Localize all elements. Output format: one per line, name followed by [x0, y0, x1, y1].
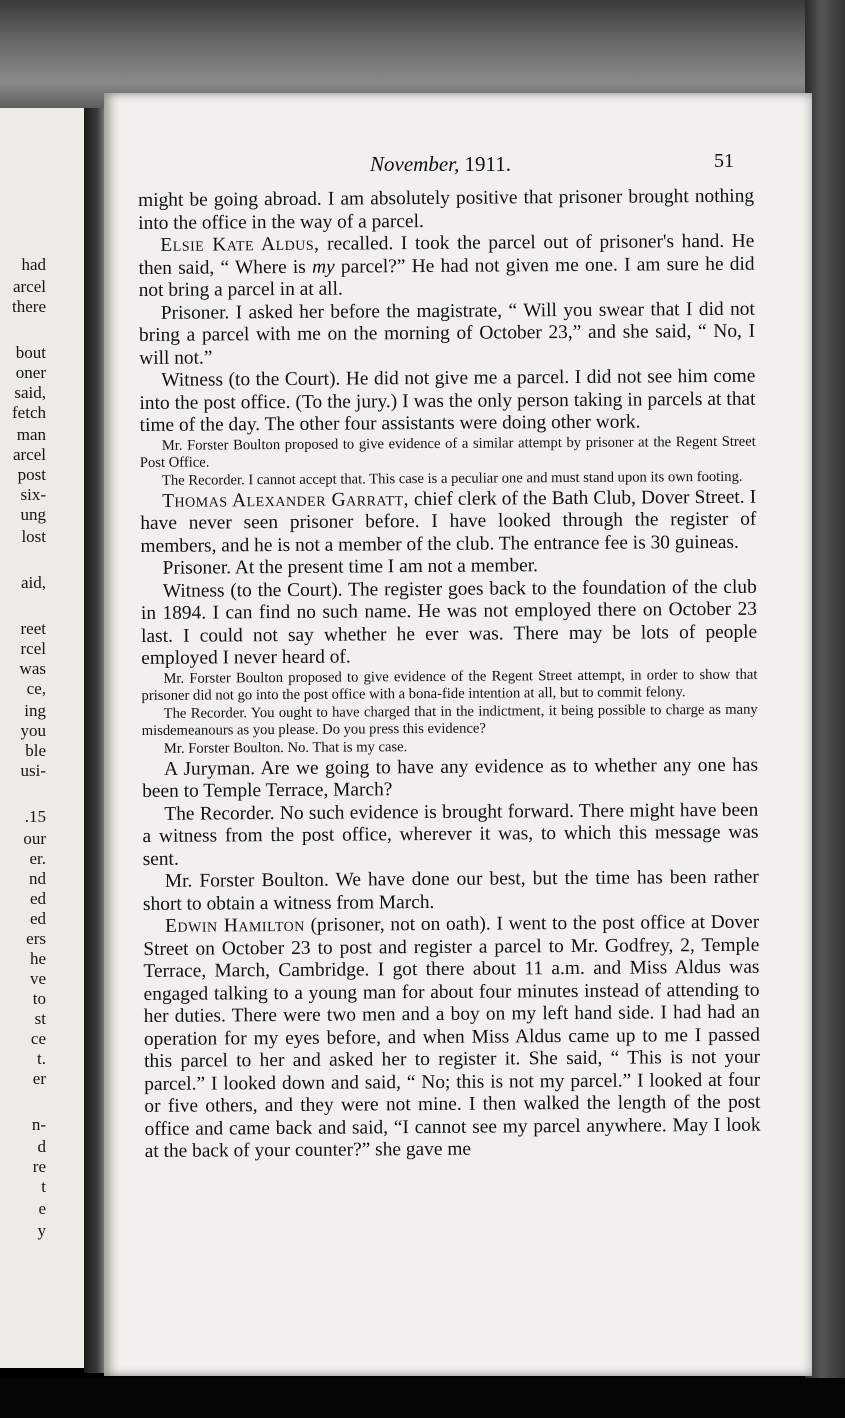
margin-fragment: t — [41, 1177, 46, 1196]
margin-fragment: arcel — [12, 445, 46, 464]
margin-fragment: our — [23, 829, 46, 848]
paragraph-text: A Juryman. Are we going to have any evidence as to whether any one has been to Temple Terrace, March? — [142, 754, 759, 802]
witness-name: Edwin Hamilton — [165, 914, 305, 937]
background-bottom — [0, 1378, 845, 1418]
margin-fragment: ble — [25, 741, 46, 760]
previous-page-edge — [0, 108, 84, 1368]
margin-fragment: six- — [20, 485, 46, 504]
margin-fragment: lost — [21, 527, 46, 546]
emphasis: my — [311, 256, 335, 278]
book-gutter — [84, 108, 106, 1373]
margin-fragment: ers — [26, 929, 46, 948]
margin-fragment: was — [19, 659, 46, 678]
running-head-year: 1911. — [464, 152, 511, 176]
page-header — [104, 150, 812, 180]
margin-fragment: n- — [31, 1115, 46, 1134]
note-paragraph — [141, 666, 757, 704]
margin-fragment: bout — [15, 343, 46, 362]
margin-fragment: fetch — [12, 403, 46, 422]
paragraph-text: parcel?” He had not given me one. I am sure he did not bring a parcel in at all. — [138, 253, 755, 301]
paragraph-text: Witness (to the Court). He did not give me a parcel. I did not see him come into the post office. (To the jury.) I was the only person taking in parcels at that time of the day. The other four assistants were doing other work. — [139, 365, 756, 436]
margin-fragment: ce, — [26, 679, 46, 698]
margin-fragment: he — [29, 949, 46, 968]
paragraph-text: Mr. Forster Boulton. We have done our best, but the time has been rather short to obtain a witness from March. — [142, 866, 759, 915]
paragraph-text: The Recorder. No such evidence is brought forward. There might have been a witness from the post office, wherever it was, to which this message was sent. — [142, 799, 759, 870]
margin-fragment: to — [32, 989, 46, 1008]
paragraph — [141, 576, 758, 670]
margin-fragment: re — [32, 1157, 46, 1176]
margin-fragment: er. — [29, 849, 46, 868]
witness-name: Thomas Alexander Garratt, — [162, 488, 409, 512]
paragraph-text: Mr. Forster Boulton. No. That is my case. — [163, 738, 408, 757]
margin-fragment: y — [37, 1221, 46, 1240]
margin-fragment: ce — [30, 1029, 46, 1048]
paragraph — [138, 186, 754, 235]
margin-fragment: nd — [29, 869, 46, 888]
margin-fragment: e — [38, 1199, 46, 1218]
paragraph — [138, 231, 754, 303]
margin-fragment: er — [32, 1069, 46, 1088]
margin-fragment: post — [17, 465, 46, 484]
body-text — [138, 186, 761, 1164]
paragraph-text: Prisoner. I asked her before the magistrate, “ Will you swear that I did not bring a parcel with me on the morning of October 23,” and she said, “ No, I will not.” — [138, 298, 756, 369]
paragraph-text: recalled. I took the parcel out of prisoner's hand. He then said, “ Where is — [138, 230, 755, 279]
page-number: 51 — [714, 150, 734, 172]
paragraph — [142, 799, 758, 871]
paragraph-text: The Recorder. I cannot accept that. This case is a peculiar one and must stand upon its own footing. — [161, 468, 743, 489]
margin-fragment: said, — [14, 383, 46, 402]
margin-fragment: you — [20, 721, 46, 740]
margin-fragment: rcel — [20, 639, 46, 658]
margin-fragment: st — [34, 1009, 46, 1028]
margin-fragment: aid, — [20, 573, 46, 592]
paragraph-text: Prisoner. At the present time I am not a member. — [162, 555, 539, 579]
paragraph — [143, 867, 759, 916]
note-paragraph — [142, 701, 758, 739]
paragraph-text: might be going abroad. I am absolutely positive that prisoner brought nothing into the office in the way of a parcel. — [138, 185, 755, 234]
paragraph — [139, 298, 755, 370]
paragraph-text: Mr. Forster Boulton proposed to give evidence of the Regent Street attempt, in order to show that prisoner did not go into the post office with a bona-fide intention at all, but to commit felony. — [141, 666, 758, 704]
margin-fragment: .15 — [24, 807, 46, 826]
margin-fragment: t. — [37, 1049, 46, 1068]
margin-fragment: ed — [29, 889, 46, 908]
margin-fragment: oner — [15, 363, 46, 382]
margin-fragment: reet — [20, 619, 46, 638]
margin-fragment: ed — [29, 909, 46, 928]
witness-name: Elsie Kate Aldus, — [160, 233, 320, 256]
margin-fragment: arcel — [12, 277, 46, 296]
paragraph-text: Witness (to the Court). The register goes back to the foundation of the club in 1894. I can find no such name. He was not employed there on October 23 last. I could not say whether he ever was. There may be lots of people employed I never heard of. — [140, 576, 758, 669]
running-head — [370, 152, 511, 177]
note-paragraph — [140, 433, 756, 471]
paragraph — [143, 912, 761, 1164]
paragraph — [142, 754, 758, 803]
margin-fragment: man — [16, 425, 46, 444]
paragraph-text: The Recorder. You ought to have charged that in the indictment, it being possible to charge as many misdemeanours as you please. Do you press this evidence? — [141, 701, 758, 739]
margin-fragment: ung — [20, 505, 46, 524]
paragraph-text: Mr. Forster Boulton proposed to give evidence of a similar attempt by prisoner at the Regent Street Post Office. — [139, 433, 756, 471]
paragraph — [140, 486, 756, 558]
margin-fragment: d — [37, 1137, 46, 1156]
running-head-month: November, — [370, 152, 460, 176]
margin-fragment: had — [21, 255, 46, 274]
margin-fragment: there — [12, 297, 46, 316]
paragraph-text: chief clerk of the Bath Club, Dover Street. I have never seen prisoner before. I have looked through the register of members, and he is not a member of the club. The entrance fee is 30 guineas. — [140, 486, 757, 557]
margin-fragment: usi- — [20, 761, 46, 780]
margin-fragment: ve — [29, 969, 46, 988]
margin-fragment: ing — [24, 701, 46, 720]
paragraph — [139, 366, 755, 438]
paragraph-text: (prisoner, not on oath). I went to the post office at Dover Street on October 23 to post and register a parcel to Mr. Godfrey, 2, Temple Terrace, March, Cambridge. I got there about 11 a.m. and Miss Aldus was engaged talking to a young man for about four minutes instead of attending to her duties. There were two men and a boy on my left hand side. I had had an operation for my eyes before, and when Miss Aldus came up to me I passed this parcel to her and asked her to register it. She said, “ This is not your parcel.” I looked down and said, “ No; this is not my parcel.” I looked at four or five others, and they were not mine. I then walked the length of the post office and came back and said, “I cannot see my parcel anywhere. May I look at the back of your counter?” she gave me — [143, 911, 761, 1162]
